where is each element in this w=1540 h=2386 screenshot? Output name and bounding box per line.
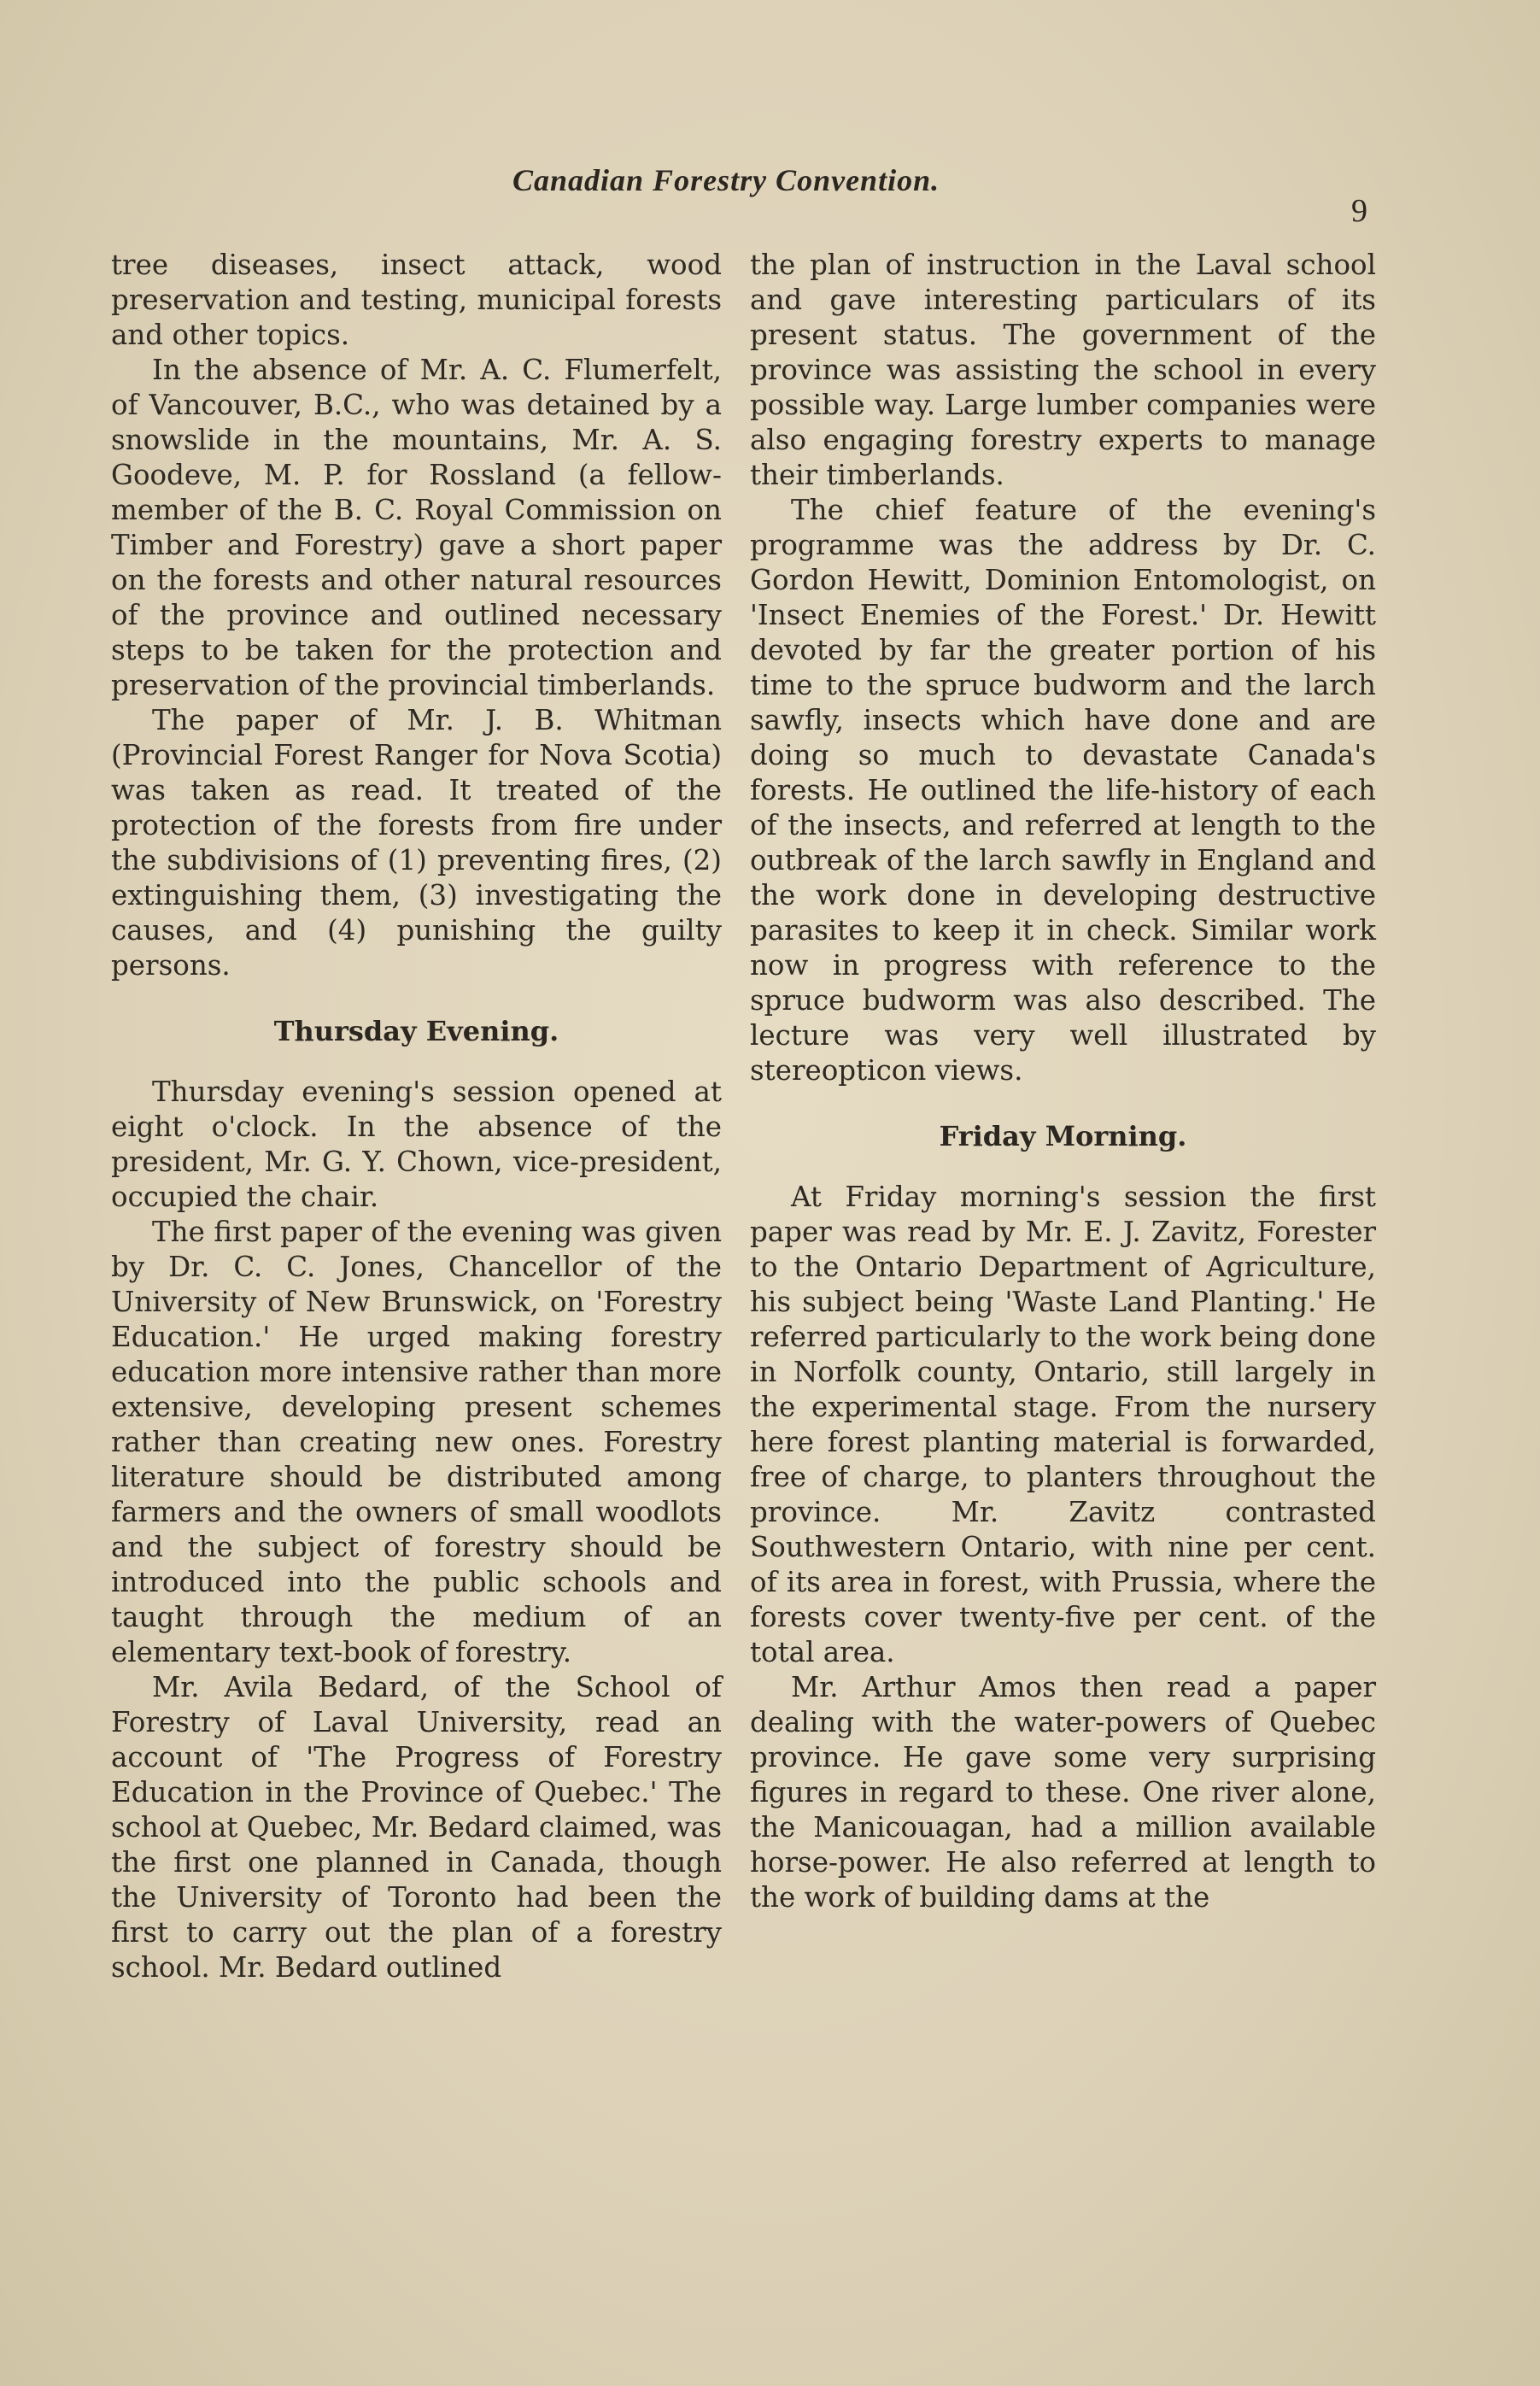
paragraph: The chief feature of the evening's programme was the address by Dr. C. Gordon Hewitt, Dominion Entomologist, on 'Insect Enemies of the Forest.' Dr. Hewitt devoted by far the greater portion of his time to the spruce budworm and the larch sawfly, insects which have done and are doing so much to devastate Canada's forests. He outlined the life-history of each of the insects, and referred at length to the outbreak of the larch sawfly in England and the work done in developing destructive parasites to keep it in check. Similar work now in progress with reference to the spruce budworm was also described. The lecture was very well illustrated by stereopticon views. <box>750 494 1376 1087</box>
paragraph: the plan of instruction in the Laval school and gave interesting particulars of its present status. The government of the province was assisting the school in every possible way. Large lumber companies were also engaging forestry experts to manage their timberlands. <box>750 249 1376 491</box>
paragraph: tree diseases, insect attack, wood preservation and testing, municipal forests and other topics. <box>111 249 722 351</box>
page-number: 9 <box>1351 193 1367 229</box>
section-heading-friday-morning: Friday Morning. <box>939 1120 1187 1152</box>
running-head: Canadian Forestry Convention. <box>512 163 940 197</box>
paragraph: At Friday morning's session the first paper was read by Mr. E. J. Zavitz, Forester to the Ontario Department of Agriculture, his subject being 'Waste Land Planting.' He referred particularly to the work being done in Norfolk county, Ontario, still largely in the experimental stage. From the nursery here forest planting material is forwarded, free of charge, to planters throughout the province. Mr. Zavitz contrasted Southwestern Ontario, with nine per cent. of its area in forest, with Prussia, where the forests cover twenty-five per cent. of the total area. <box>750 1181 1376 1668</box>
paragraph: Mr. Arthur Amos then read a paper dealing with the water-powers of Quebec province. He gave some very surprising figures in regard to these. One river alone, the Manicouagan, had a million available horse-power. He also referred at length to the work of building dams at the <box>750 1671 1376 1914</box>
paragraph: Mr. Avila Bedard, of the School of Forestry of Laval University, read an account of 'The Progress of Forestry Education in the Province of Quebec.' The school at Quebec, Mr. Bedard claimed, was the first one planned in Canada, though the University of Toronto had been the first to carry out the plan of a forestry school. Mr. Bedard outlined <box>111 1671 722 1984</box>
section-heading-thursday-evening: Thursday Evening. <box>273 1015 559 1047</box>
paragraph: In the absence of Mr. A. C. Flumerfelt, of Vancouver, B.C., who was detained by a snowslide in the mountains, Mr. A. S. Goodeve, M. P. for Rossland (a fellow-member of the B. C. Royal Commission on Timber and Forestry) gave a short paper on the forests and other natural resources of the province and outlined necessary steps to be taken for the protection and preservation of the provincial timberlands. <box>111 354 722 701</box>
left-column <box>111 248 722 1985</box>
paragraph: The first paper of the evening was given by Dr. C. C. Jones, Chancellor of the University of New Brunswick, on 'Forestry Education.' He urged making forestry education more intensive rather than more extensive, developing present schemes rather than creating new ones. Forestry literature should be distributed among farmers and the owners of small woodlots and the subject of forestry should be introduced into the public schools and taught through the medium of an elementary text-book of forestry. <box>111 1216 722 1668</box>
paragraph: Thursday evening's session opened at eight o'clock. In the absence of the president, Mr. G. Y. Chown, vice-president, occupied the chair. <box>111 1076 722 1213</box>
paragraph: The paper of Mr. J. B. Whitman (Provincial Forest Ranger for Nova Scotia) was taken as read. It treated of the protection of the forests from fire under the subdivisions of (1) preventing fires, (2) extinguishing them, (3) investigating the causes, and (4) punishing the guilty persons. <box>111 704 722 982</box>
right-column <box>750 248 1376 1915</box>
